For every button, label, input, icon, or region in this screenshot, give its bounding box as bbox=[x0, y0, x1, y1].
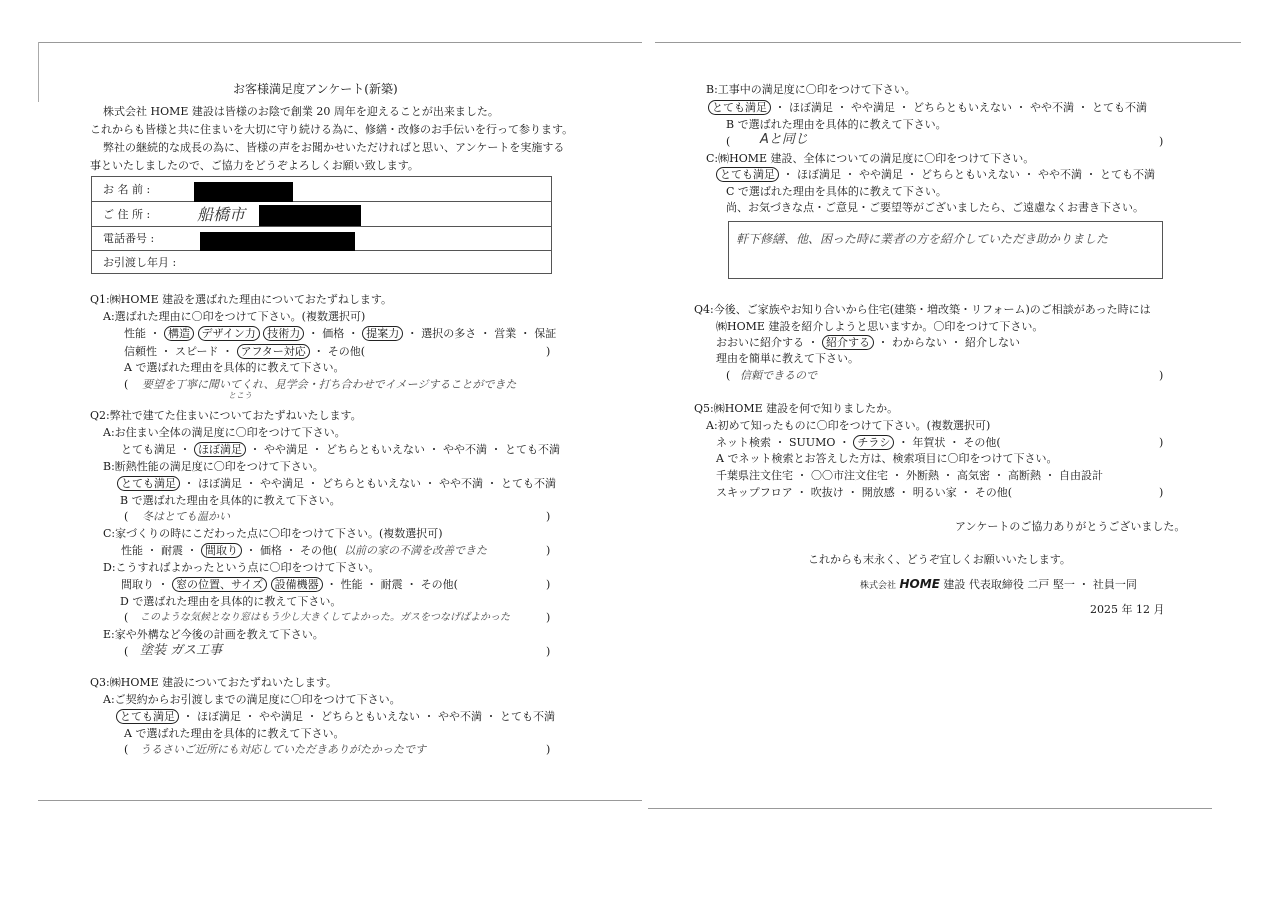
phone-label: 電話番号 : bbox=[103, 232, 155, 245]
option-text: ・ 価格 ・ その他( bbox=[245, 544, 338, 557]
paren-close: ) bbox=[546, 743, 551, 756]
q1-options-row1 bbox=[124, 327, 556, 340]
q4-handwritten-answer: 信頼できるので bbox=[740, 369, 817, 382]
q2-d-detail: D で選ばれた理由を具体的に教えて下さい。 bbox=[120, 595, 342, 608]
q4-line2: ㈱HOME 建設を紹介しようと思いますか。〇印をつけて下さい。 bbox=[716, 320, 1044, 333]
q5-heading: Q5:㈱HOME 建設を何で知りましたか。 bbox=[694, 402, 899, 415]
company-signature bbox=[860, 578, 1137, 593]
option-text: ネット検索 ・ SUUMO ・ bbox=[716, 436, 850, 449]
company-logo: HOME bbox=[899, 577, 940, 591]
q3b-handwritten-answer: Aと同じ bbox=[760, 132, 808, 147]
comment-box bbox=[728, 221, 1163, 279]
intro-line: 事といたしましたので、ご協力をどうぞよろしくお願い致します。 bbox=[90, 159, 419, 172]
option-text: 性能 ・ bbox=[124, 327, 161, 340]
option-text: とても満足 ・ bbox=[121, 443, 191, 456]
q1-handwritten-note: とこう bbox=[228, 391, 252, 400]
q1-handwritten-answer: 要望を丁寧に聞いてくれ、見学会・打ち合わせでイメージすることができた bbox=[142, 378, 517, 391]
q1-options-row2 bbox=[124, 345, 365, 358]
option-text: ・ 年賀状 ・ その他( bbox=[897, 436, 1001, 449]
circled-option: とても満足 bbox=[117, 476, 180, 491]
paren-close: ) bbox=[546, 645, 551, 658]
q3b-detail: B で選ばれた理由を具体的に教えて下さい。 bbox=[726, 118, 947, 131]
address-label: ご 住 所 : bbox=[103, 208, 151, 221]
option-text: ・ わからない ・ 紹介しない bbox=[877, 336, 1020, 349]
redaction-bar bbox=[200, 232, 355, 251]
paren-close: ) bbox=[546, 510, 551, 523]
option-text: ・ 性能 ・ 耐震 ・ その他( bbox=[326, 578, 458, 591]
paren-close: ) bbox=[546, 611, 551, 624]
option-text: ・ ほぼ満足 ・ やや満足 ・ どちらともいえない ・ やや不満 ・ とても不満 bbox=[782, 168, 1155, 181]
intro-line: 弊社の継続的な成長の為に、皆様の声をお聞かせいただければと思い、アンケートを実施する bbox=[103, 141, 565, 154]
option-text: ・ 価格 ・ bbox=[307, 327, 359, 340]
survey-title: お客様満足度アンケート(新築) bbox=[233, 82, 398, 96]
q2-b-detail: B で選ばれた理由を具体的に教えて下さい。 bbox=[120, 494, 341, 507]
q5-a-text: A:初めて知ったものに〇印をつけて下さい。(複数選択可) bbox=[706, 419, 991, 432]
paren-close: ) bbox=[1159, 369, 1164, 382]
page-edge-top-left bbox=[38, 42, 642, 43]
paren-close: ) bbox=[1159, 135, 1164, 148]
paren-open: ( bbox=[124, 378, 129, 391]
circled-option: ほぼ満足 bbox=[194, 442, 246, 457]
intro-line: 株式会社 HOME 建設は皆様のお陰で創業 20 周年を迎えることが出来ました。 bbox=[103, 105, 499, 118]
paren-open: ( bbox=[726, 135, 731, 148]
q2-c-options bbox=[121, 544, 337, 557]
q3c-handwritten-comment: 軒下修繕、他、困った時に業者の方を紹介していただき助かりました bbox=[736, 232, 1109, 246]
circled-option: デザイン力 bbox=[198, 326, 260, 341]
q3b-options bbox=[708, 101, 1147, 114]
paren-close: ) bbox=[1159, 436, 1164, 449]
q5-search-options-1: 千葉県注文住宅 ・ 〇〇市注文住宅 ・ 外断熱 ・ 高気密 ・ 高断熱 ・ 自由設計 bbox=[716, 469, 1103, 482]
q3c-text: C:㈱HOME 建設、全体についての満足度に〇印をつけて下さい。 bbox=[706, 152, 1035, 165]
company-tail: 建設 代表取締役 二戸 堅一 ・ 社員一同 bbox=[943, 578, 1137, 591]
option-text: ・ ほぼ満足 ・ やや満足 ・ どちらともいえない ・ やや不満 ・ とても不満 bbox=[774, 101, 1147, 114]
page-edge-left bbox=[38, 42, 39, 102]
q3c-extra: 尚、お気づきな点・ご意見・ご要望等がございましたら、ご遠慮なくお書き下さい。 bbox=[726, 201, 1144, 214]
address-value: 船橋市 bbox=[197, 205, 246, 224]
divider bbox=[91, 201, 552, 202]
move-date-label: お引渡し年月 : bbox=[103, 256, 177, 269]
paren-close: ) bbox=[546, 345, 551, 358]
q1-detail-label: A で選ばれた理由を具体的に教えて下さい。 bbox=[124, 361, 345, 374]
circled-option: 間取り bbox=[201, 543, 242, 558]
option-text: 信頼性 ・ スピード ・ bbox=[124, 345, 234, 358]
paren-open: ( bbox=[124, 611, 129, 624]
circled-option: 構造 bbox=[164, 326, 194, 341]
q3-a-detail: A で選ばれた理由を具体的に教えて下さい。 bbox=[124, 727, 345, 740]
q1-a-text: A:選ばれた理由に〇印をつけて下さい。(複数選択可) bbox=[103, 310, 366, 323]
thanks-text: アンケートのご協力ありがとうございました。 bbox=[955, 520, 1186, 533]
q3b-text: B:工事中の満足度に〇印をつけて下さい。 bbox=[706, 83, 916, 96]
paren-close: ) bbox=[1159, 486, 1164, 499]
paren-close: ) bbox=[546, 544, 551, 557]
company-prefix: 株式会社 bbox=[860, 581, 897, 591]
circled-option: 提案力 bbox=[362, 326, 403, 341]
option-text: ・ ほぼ満足 ・ やや満足 ・ どちらともいえない ・ やや不満 ・ とても不満 bbox=[182, 710, 555, 723]
q2-d-options bbox=[121, 578, 458, 591]
circled-option: アフター対応 bbox=[237, 344, 310, 359]
q3-a-options bbox=[116, 710, 555, 723]
q3c-detail: C で選ばれた理由を具体的に教えて下さい。 bbox=[726, 185, 947, 198]
intro-line: これからも皆様と共に住まいを大切に守り続ける為に、修繕・改修のお手伝いを行って参ります。 bbox=[90, 123, 574, 136]
q3-a-text: A:ご契約からお引渡しまでの満足度に〇印をつけて下さい。 bbox=[103, 693, 401, 706]
q2-a-text: A:お住まい全体の満足度に〇印をつけて下さい。 bbox=[103, 426, 346, 439]
option-text: 性能 ・ 耐震 ・ bbox=[121, 544, 198, 557]
q5-options bbox=[716, 436, 1001, 449]
q2-b-options bbox=[117, 477, 556, 490]
option-text: ・ その他( bbox=[313, 345, 366, 358]
circled-option: とても満足 bbox=[708, 100, 771, 115]
paren-open: ( bbox=[124, 510, 129, 523]
q3c-options bbox=[716, 168, 1155, 181]
q4-heading: Q4:今後、ご家族やお知り合いから住宅(建築・増改築・リフォーム)のご相談があった時には bbox=[694, 303, 1151, 316]
circled-option: とても満足 bbox=[716, 167, 779, 182]
page-edge-bottom-right bbox=[648, 808, 1212, 809]
q2-d-text: D:こうすればよかったという点に〇印をつけて下さい。 bbox=[103, 561, 380, 574]
circled-option: 紹介する bbox=[822, 335, 874, 350]
q2-e-text: E:家や外構など今後の計画を教えて下さい。 bbox=[103, 628, 324, 641]
circled-option: とても満足 bbox=[116, 709, 179, 724]
q1-heading: Q1:㈱HOME 建設を選ばれた理由についておたずねします。 bbox=[90, 293, 393, 306]
closing-text: これからも末永く、どうぞ宜しくお願いいたします。 bbox=[808, 553, 1071, 566]
page-edge-top-right bbox=[655, 42, 1241, 43]
paren-open: ( bbox=[124, 743, 129, 756]
option-text: ・ 選択の多さ ・ 営業 ・ 保証 bbox=[406, 327, 557, 340]
circled-option: 窓の位置、サイズ bbox=[172, 577, 267, 592]
q2-b-text: B:断熱性能の満足度に〇印をつけて下さい。 bbox=[103, 460, 324, 473]
q2-c-text: C:家づくりの時にこだわった点に〇印をつけて下さい。(複数選択可) bbox=[103, 527, 443, 540]
name-label: お 名 前 : bbox=[103, 183, 151, 196]
survey-date: 2025 年 12 月 bbox=[1090, 603, 1165, 616]
q3-a-handwritten-answer: うるさいご近所にも対応していただきありがたかったです bbox=[140, 743, 426, 756]
option-text: 間取り ・ bbox=[121, 578, 169, 591]
redaction-bar bbox=[194, 182, 293, 202]
q5-note: A でネット検索とお答えした方は、検索項目に〇印をつけて下さい。 bbox=[716, 452, 1058, 465]
paren-close: ) bbox=[546, 578, 551, 591]
q4-detail: 理由を簡単に教えて下さい。 bbox=[716, 352, 859, 365]
option-text: ・ ほぼ満足 ・ やや満足 ・ どちらともいえない ・ やや不満 ・ とても不満 bbox=[183, 477, 556, 490]
circled-option: チラシ bbox=[853, 435, 894, 450]
q5-search-options-2: スキップフロア ・ 吹抜け ・ 開放感 ・ 明るい家 ・ その他( bbox=[716, 486, 1013, 499]
option-text: ・ やや満足 ・ どちらともいえない ・ やや不満 ・ とても不満 bbox=[249, 443, 560, 456]
paren-open: ( bbox=[726, 369, 731, 382]
q2-a-options bbox=[121, 443, 560, 456]
q2-c-handwritten-answer: 以前の家の不満を改善できた bbox=[344, 544, 487, 557]
option-text: おおいに紹介する ・ bbox=[716, 336, 819, 349]
divider bbox=[91, 226, 552, 227]
q3-heading: Q3:㈱HOME 建設についておたずねいたします。 bbox=[90, 676, 338, 689]
q2-b-handwritten-answer: 冬はとても温かい bbox=[142, 510, 230, 523]
q2-e-handwritten-answer: 塗装 ガス工事 bbox=[140, 643, 223, 658]
circled-option: 技術力 bbox=[263, 326, 304, 341]
q2-heading: Q2:弊社で建てた住まいについておたずねいたします。 bbox=[90, 409, 362, 422]
circled-option: 設備機器 bbox=[271, 577, 323, 592]
redaction-bar bbox=[259, 205, 361, 226]
q4-options bbox=[716, 336, 1020, 349]
page-edge-bottom-left bbox=[38, 800, 642, 801]
q2-d-handwritten-answer: このような気候となり窓はもう少し大きくしてよかった。ガスをつなげばよかった bbox=[140, 612, 510, 623]
paren-open: ( bbox=[124, 645, 129, 658]
